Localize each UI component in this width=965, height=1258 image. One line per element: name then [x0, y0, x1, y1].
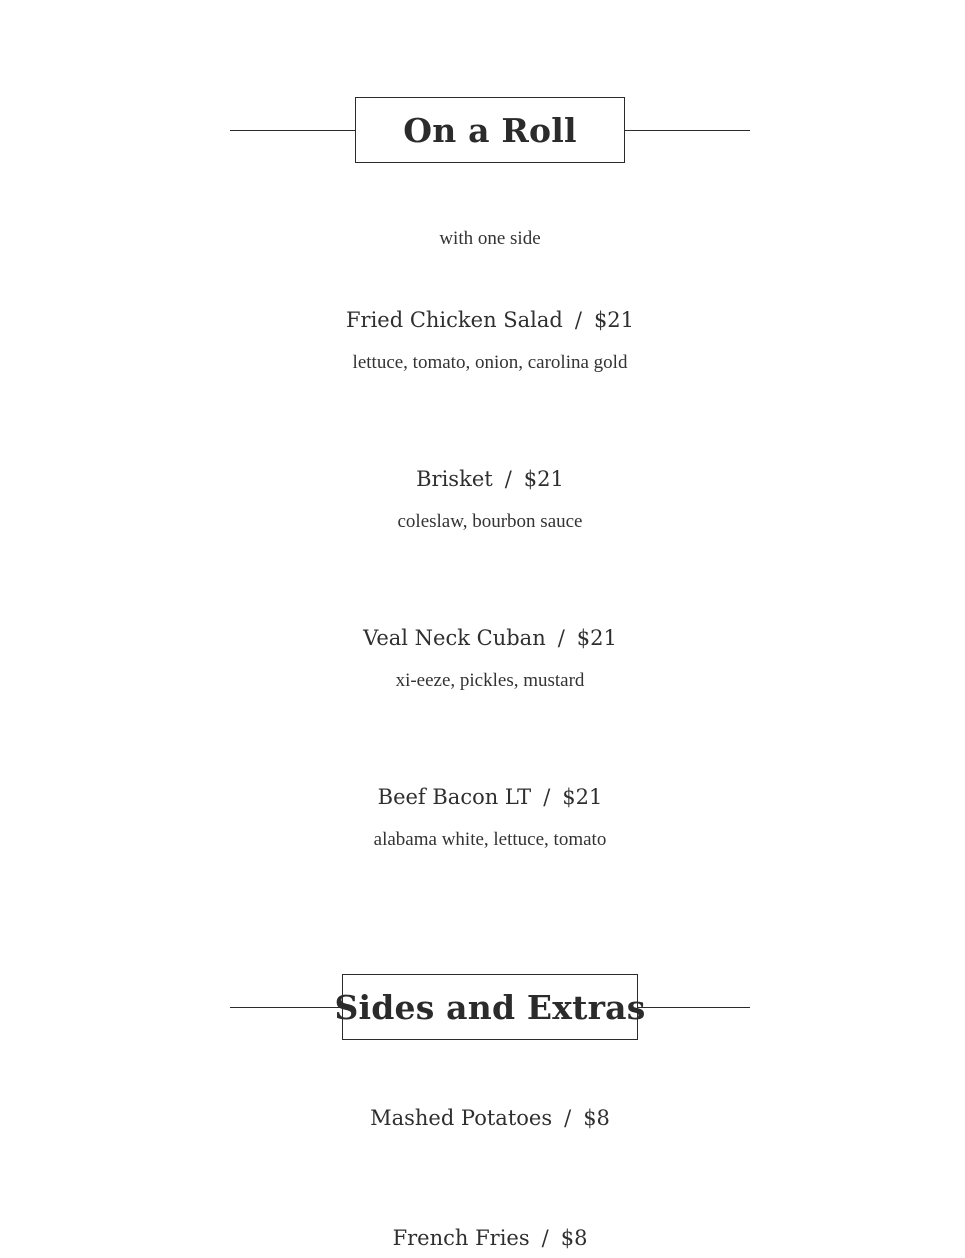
item-price: $21 [576, 626, 617, 650]
item-price: $8 [583, 1106, 610, 1130]
item-description: xi-eeze, pickles, mustard [395, 670, 585, 691]
item-price: $21 [523, 467, 564, 491]
item-name: Mashed Potatoes [370, 1106, 553, 1130]
menu-item-fried-chicken-salad [0, 308, 965, 332]
item-description: alabama white, lettuce, tomato [373, 829, 607, 850]
menu-item-brisket [0, 467, 965, 491]
item-name: Beef Bacon LT [377, 785, 532, 809]
price-separator: / [564, 1106, 572, 1130]
section-subtitle: with one side [439, 228, 541, 249]
item-name: Veal Neck Cuban [363, 626, 546, 650]
section-title: On a Roll [403, 110, 577, 150]
price-separator: / [504, 467, 512, 491]
menu-item-french-fries [0, 1226, 965, 1250]
section-header-on-a-roll [230, 97, 750, 165]
price-separator: / [557, 626, 565, 650]
header-rule-left [230, 130, 355, 131]
item-description: lettuce, tomato, onion, carolina gold [352, 352, 628, 373]
section-title: Sides and Extras [334, 987, 646, 1027]
price-separator: / [574, 308, 582, 332]
section-title-box [334, 974, 646, 1040]
header-rule-left [230, 1007, 342, 1008]
item-price: $21 [562, 785, 603, 809]
item-name: Brisket [416, 467, 493, 491]
section-title-box [355, 97, 625, 163]
item-name: Fried Chicken Salad [345, 308, 563, 332]
item-price: $21 [593, 308, 635, 332]
item-name: French Fries [392, 1226, 530, 1250]
section-header-sides-and-extras [230, 974, 750, 1042]
menu-item-beef-bacon-lt [0, 785, 965, 809]
item-price: $8 [560, 1226, 588, 1250]
header-rule-right [638, 1007, 750, 1008]
header-rule-right [625, 130, 750, 131]
item-description: coleslaw, bourbon sauce [397, 511, 583, 532]
price-separator: / [543, 785, 551, 809]
menu-item-mashed-potatoes [0, 1106, 965, 1130]
price-separator: / [541, 1226, 549, 1250]
menu-item-veal-neck-cuban [0, 626, 965, 650]
